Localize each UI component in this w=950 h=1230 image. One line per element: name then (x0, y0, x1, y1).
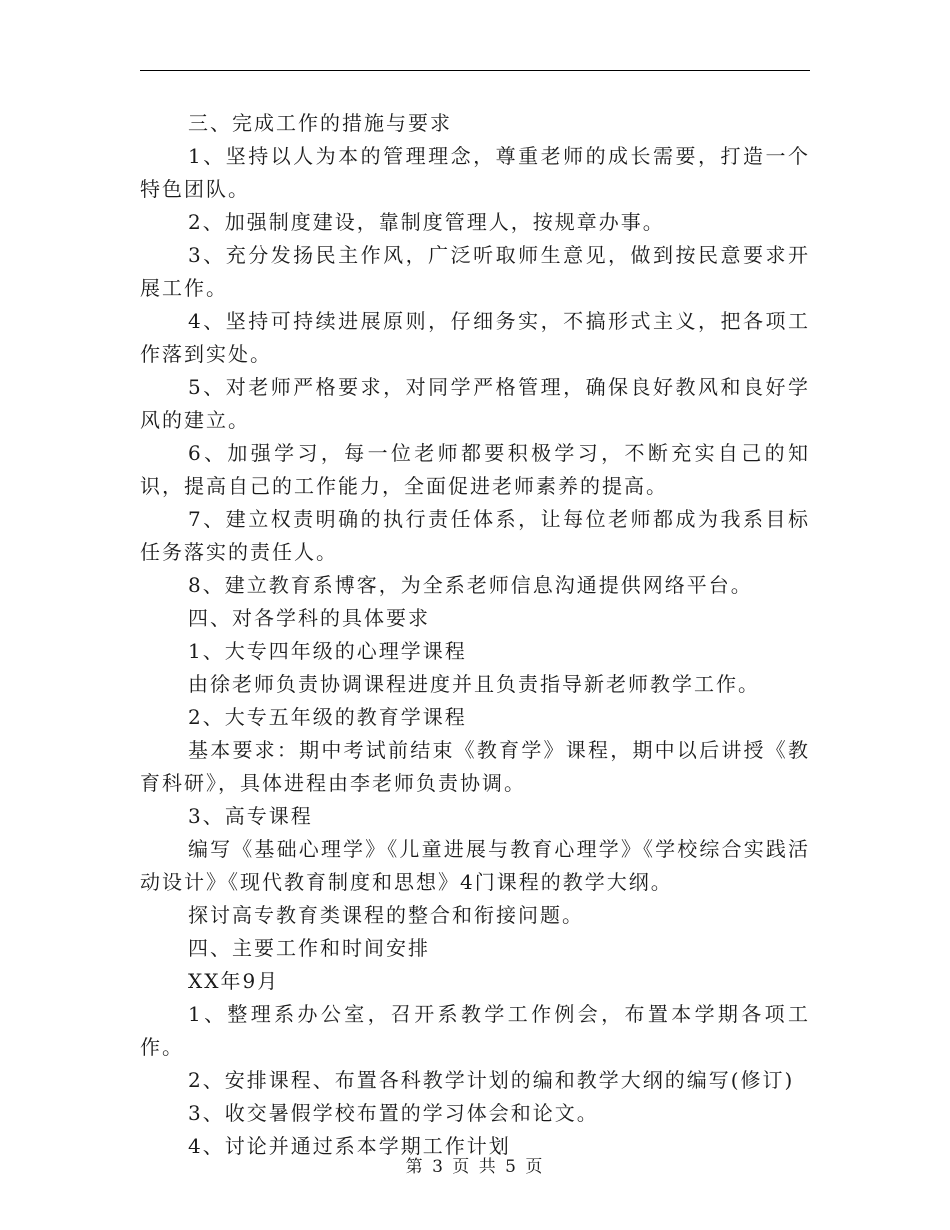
header-rule (140, 70, 810, 71)
paragraph: 6、加强学习，每一位老师都要积极学习，不断充实自己的知识，提高自己的工作能力，全面促进老师素养的提高。 (140, 441, 810, 498)
subheading: 2、大专五年级的教育学课程 (188, 705, 467, 729)
page-indicator: 第 3 页 共 5 页 (405, 1157, 545, 1177)
section-heading: 三、完成工作的措施与要求 (188, 111, 452, 135)
paragraph: 2、加强制度建设，靠制度管理人，按规章办事。 (188, 210, 665, 234)
paragraph: 1、坚持以人为本的管理理念，尊重老师的成长需要，打造一个特色团队。 (140, 144, 810, 201)
list-item: 4、讨论并通过系本学期工作计划 (188, 1134, 511, 1158)
section-heading: 四、主要工作和时间安排 (188, 936, 430, 960)
section-heading: 四、对各学科的具体要求 (188, 606, 430, 630)
list-item: 3、收交暑假学校布置的学习体会和论文。 (188, 1101, 599, 1125)
paragraph: 5、对老师严格要求，对同学严格管理，确保良好教风和良好学风的建立。 (140, 375, 810, 432)
paragraph: 基本要求：期中考试前结束《教育学》课程，期中以后讲授《教育科研》，具体进程由李老师负责协调。 (140, 738, 810, 795)
paragraph: 由徐老师负责协调课程进度并且负责指导新老师教学工作。 (188, 672, 760, 696)
paragraph: 编写《基础心理学》《儿童进展与教育心理学》《学校综合实践活动设计》《现代教育制度和思想》4门课程的教学大纲。 (140, 837, 810, 894)
list-item: 2、安排课程、布置各科教学计划的编和教学大纲的编写(修订) (188, 1068, 795, 1092)
date-heading: XX年9月 (188, 969, 280, 993)
paragraph: 4、坚持可持续进展原则，仔细务实，不搞形式主义，把各项工作落到实处。 (140, 309, 810, 366)
document-body (140, 107, 810, 1163)
subheading: 1、大专四年级的心理学课程 (188, 639, 467, 663)
paragraph: 探讨高专教育类课程的整合和衔接问题。 (188, 903, 584, 927)
paragraph: 8、建立教育系博客，为全系老师信息沟通提供网络平台。 (188, 573, 753, 597)
list-item: 1、整理系办公室，召开系教学工作例会，布置本学期各项工作。 (140, 1002, 810, 1059)
paragraph: 7、建立权责明确的执行责任体系，让每位老师都成为我系目标任务落实的责任人。 (140, 507, 810, 564)
subheading: 3、高专课程 (188, 804, 313, 828)
paragraph: 3、充分发扬民主作风，广泛听取师生意见，做到按民意要求开展工作。 (140, 243, 810, 300)
